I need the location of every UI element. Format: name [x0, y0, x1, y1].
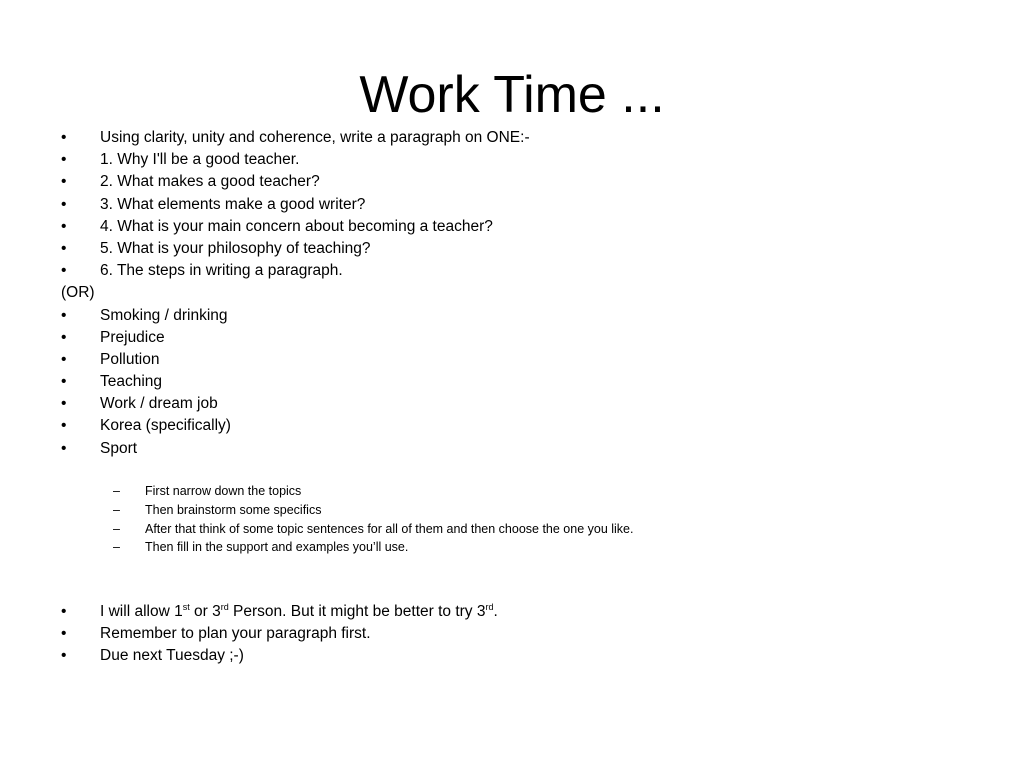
dash-marker: – — [113, 484, 120, 498]
topic-list — [0, 127, 1024, 460]
bullet-marker: • — [61, 129, 67, 146]
list-item-text: 6. The steps in writing a paragraph. — [100, 262, 343, 280]
person-note-text — [100, 601, 498, 623]
list-item-text: 3. What elements make a good writer? — [100, 195, 366, 213]
list-item — [0, 149, 1024, 171]
dash-marker: – — [113, 540, 120, 555]
sublist-item-text: Then fill in the support and examples you’ll use. — [145, 540, 409, 555]
list-item — [0, 623, 1024, 645]
sublist-item-text: Then brainstorm some specifics — [145, 502, 322, 517]
bullet-marker: • — [61, 217, 67, 235]
list-item-text: 4. What is your main concern about becoming a teacher? — [100, 217, 493, 235]
bullet-marker: • — [61, 195, 67, 213]
list-item — [0, 393, 1024, 415]
bullet-marker: • — [61, 373, 67, 391]
list-item — [0, 171, 1024, 193]
sublist-item — [0, 520, 1024, 539]
person-note-part: . — [493, 603, 498, 620]
person-note-part: or 3 — [189, 603, 221, 620]
list-item — [0, 371, 1024, 393]
list-item — [0, 415, 1024, 437]
list-item-text: 5. What is your philosophy of teaching? — [100, 239, 371, 257]
list-item-text: Korea (specifically) — [100, 417, 231, 435]
list-item-text: Sport — [100, 439, 138, 457]
list-item-text: Prejudice — [100, 328, 165, 346]
list-item — [0, 438, 1024, 460]
list-item — [0, 601, 1024, 623]
list-item — [0, 216, 1024, 238]
list-item — [0, 238, 1024, 260]
sublist-item-text: First narrow down the topics — [145, 484, 302, 498]
bullet-marker: • — [61, 173, 67, 191]
list-item — [0, 127, 1024, 149]
slide-title: Work Time ... — [359, 66, 665, 124]
list-item — [0, 305, 1024, 327]
person-note-part: Person. But it might be better to try 3 — [228, 603, 486, 620]
list-item-text: 1. Why I'll be a good teacher. — [100, 151, 300, 169]
steps-sublist — [0, 482, 1024, 557]
list-item — [0, 349, 1024, 371]
bullet-marker: • — [61, 395, 67, 413]
list-item — [0, 645, 1024, 667]
bullet-marker: • — [61, 603, 67, 620]
list-item-text: 2. What makes a good teacher? — [100, 173, 320, 191]
bullet-marker: • — [61, 439, 67, 457]
sublist-item-text: After that think of some topic sentences for all of them and then choose the one you like. — [145, 521, 634, 536]
list-item-text: Teaching — [100, 373, 163, 391]
person-note-part: I will allow 1 — [100, 603, 183, 620]
sublist-item — [0, 501, 1024, 520]
final-notes-list — [0, 601, 1024, 668]
due-note-text: Due next Tuesday ;-) — [100, 647, 244, 665]
sublist-item — [0, 538, 1024, 557]
plan-note-text: Remember to plan your paragraph first. — [100, 625, 371, 643]
bullet-marker: • — [61, 262, 67, 280]
list-item-text: Smoking / drinking — [100, 306, 228, 324]
bullet-marker: • — [61, 239, 67, 257]
bullet-marker: • — [61, 350, 67, 368]
bullet-marker: • — [61, 306, 67, 324]
superscript: rd — [485, 602, 494, 612]
dash-marker: – — [113, 502, 120, 517]
bullet-marker: • — [61, 151, 67, 169]
list-item-text: Using clarity, unity and coherence, write a paragraph on ONE:- — [100, 129, 530, 146]
list-item-text: Pollution — [100, 350, 160, 368]
superscript: st — [182, 602, 190, 612]
list-item-text: Work / dream job — [100, 395, 218, 413]
bullet-marker: • — [61, 417, 67, 435]
sublist-item — [0, 482, 1024, 501]
or-separator — [0, 282, 1024, 304]
dash-marker: – — [113, 521, 120, 536]
bullet-marker: • — [61, 647, 67, 665]
bullet-marker: • — [61, 328, 67, 346]
list-item — [0, 260, 1024, 282]
superscript: rd — [220, 602, 229, 612]
bullet-marker: • — [61, 625, 67, 643]
list-item — [0, 327, 1024, 349]
list-item — [0, 194, 1024, 216]
or-text: (OR) — [61, 284, 95, 302]
